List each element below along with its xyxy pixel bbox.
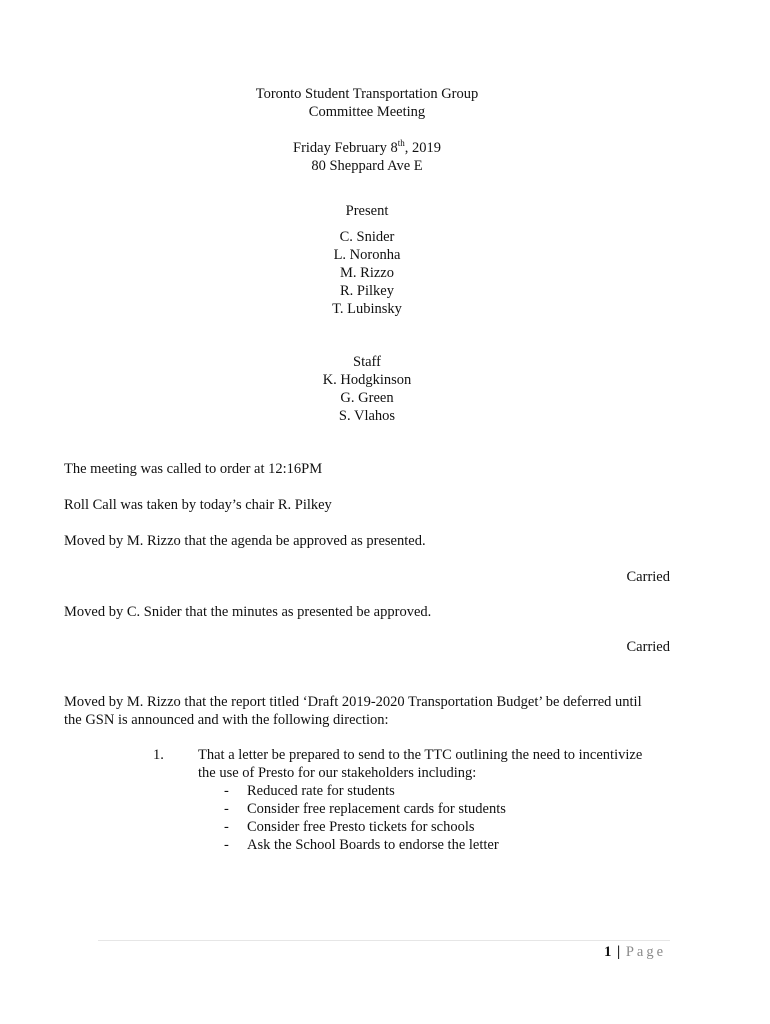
staff-name: G. Green [340, 390, 394, 406]
meeting-title: Committee Meeting [308, 104, 426, 120]
motion-agenda: Moved by M. Rizzo that the agenda be approved as presented. [64, 533, 426, 549]
direction-number: 1. [153, 747, 164, 763]
direction-subitem: Consider free replacement cards for students [247, 801, 506, 817]
footer-divider [98, 940, 670, 941]
bullet-dash: - [224, 837, 229, 853]
present-name: T. Lubinsky [332, 301, 402, 317]
bullet-dash: - [224, 819, 229, 835]
staff-name: K. Hodgkinson [322, 372, 412, 388]
present-name: L. Noronha [333, 247, 401, 263]
carried-label: Carried [626, 639, 670, 655]
page-footer [604, 943, 666, 961]
direction-subitem: Ask the School Boards to endorse the letter [247, 837, 499, 853]
page-number: 1 [604, 944, 612, 960]
date-sup: th [397, 138, 405, 148]
org-title: Toronto Student Transportation Group [255, 86, 479, 102]
present-heading: Present [345, 203, 389, 219]
roll-call: Roll Call was taken by today’s chair R. Pilkey [64, 497, 332, 513]
present-name: M. Rizzo [340, 265, 394, 281]
meeting-address: 80 Sheppard Ave E [311, 158, 423, 174]
called-to-order: The meeting was called to order at 12:16PM [64, 461, 323, 477]
direction-line2: the use of Presto for our stakeholders including: [198, 765, 477, 781]
page-label: Page [625, 944, 666, 960]
page-separator: | [616, 944, 621, 960]
bullet-dash: - [224, 801, 229, 817]
bullet-dash: - [224, 783, 229, 799]
present-name: R. Pilkey [340, 283, 394, 299]
staff-name: S. Vlahos [338, 408, 396, 424]
present-name: C. Snider [339, 229, 395, 245]
carried-label: Carried [626, 569, 670, 585]
direction-line1: That a letter be prepared to send to the TTC outlining the need to incentivize [198, 747, 643, 763]
meeting-date [0, 139, 734, 157]
direction-subitem: Reduced rate for students [247, 783, 395, 799]
direction-subitem: Consider free Presto tickets for schools [247, 819, 475, 835]
staff-heading: Staff [353, 354, 381, 370]
motion-budget-line2: the GSN is announced and with the following direction: [64, 712, 389, 728]
motion-minutes: Moved by C. Snider that the minutes as presented be approved. [64, 604, 432, 620]
date-suffix: , 2019 [404, 140, 441, 156]
date-prefix: Friday February 8 [293, 140, 398, 156]
motion-budget-line1: Moved by M. Rizzo that the report titled ‘Draft 2019-2020 Transportation Budget’ be deferred until [64, 694, 642, 710]
